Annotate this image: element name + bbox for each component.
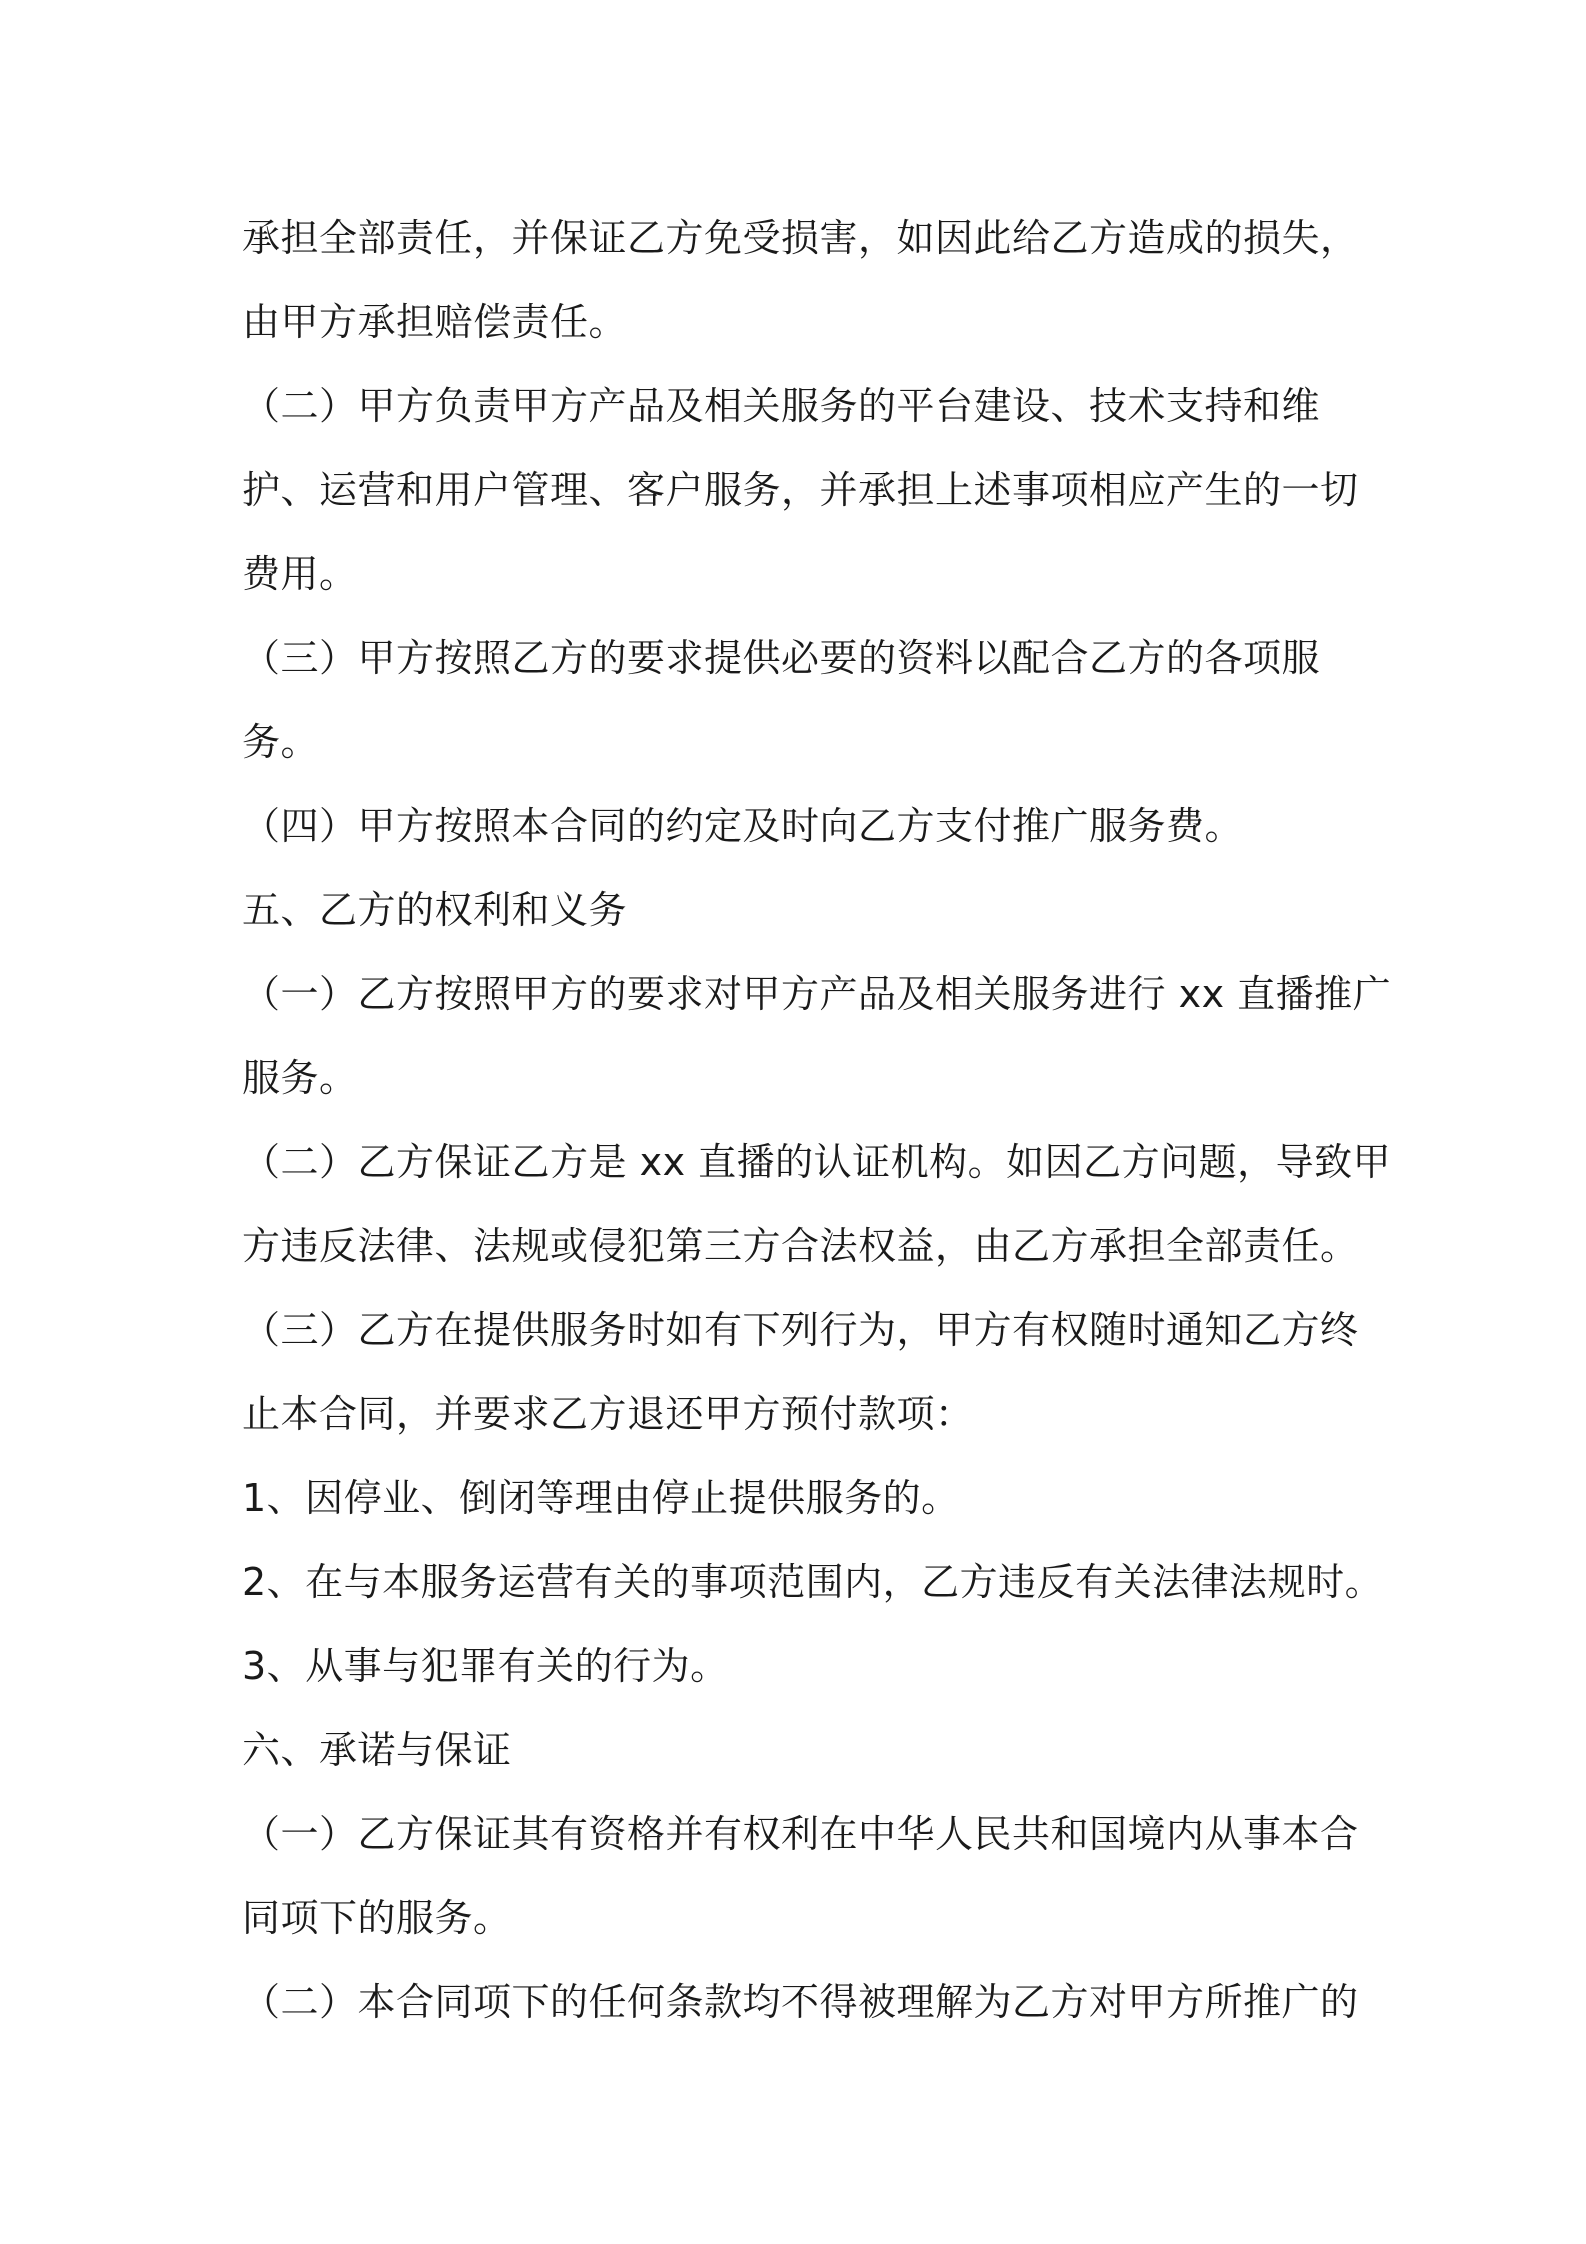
text-line: 费用。 [242, 552, 358, 596]
list-item: 1、因停业、倒闭等理由停止提供服务的。 [242, 1476, 960, 1520]
clause-text: （四）甲方按照本合同的约定及时向乙方支付推广服务费。 [242, 804, 1244, 848]
text-line: 方违反法律、法规或侵犯第三方合法权益，由乙方承担全部责任。 [242, 1224, 1359, 1268]
text-line: 护、运营和用户管理、客户服务，并承担上述事项相应产生的一切 [242, 468, 1359, 512]
clause-text: （二）本合同项下的任何条款均不得被理解为乙方对甲方所推广的 [242, 1980, 1359, 2024]
clause-text: （三）甲方按照乙方的要求提供必要的资料以配合乙方的各项服 [242, 636, 1321, 680]
text-line: 止本合同，并要求乙方退还甲方预付款项： [242, 1392, 974, 1436]
clause-text: （二）甲方负责甲方产品及相关服务的平台建设、技术支持和维 [242, 384, 1321, 428]
list-item: 2、在与本服务运营有关的事项范围内，乙方违反有关法律法规时。 [242, 1560, 1384, 1604]
document-body [242, 196, 1392, 2044]
clause-text: （一）乙方按照甲方的要求对甲方产品及相关服务进行 xx 直播推广 [242, 972, 1392, 1016]
text-line: 务。 [242, 720, 320, 764]
text-line: 承担全部责任，并保证乙方免受损害，如因此给乙方造成的损失， [242, 216, 1359, 260]
list-item: 3、从事与犯罪有关的行为。 [242, 1644, 729, 1688]
section-heading: 六、承诺与保证 [242, 1728, 512, 1772]
clause-text: （三）乙方在提供服务时如有下列行为，甲方有权随时通知乙方终 [242, 1308, 1359, 1352]
clause-text: （一）乙方保证其有资格并有权利在中华人民共和国境内从事本合 [242, 1812, 1359, 1856]
text-line: 服务。 [242, 1056, 358, 1100]
text-line: 由甲方承担赔偿责任。 [242, 300, 628, 344]
text-line: 同项下的服务。 [242, 1896, 512, 1940]
section-heading: 五、乙方的权利和义务 [242, 888, 628, 932]
clause-text: （二）乙方保证乙方是 xx 直播的认证机构。如因乙方问题，导致甲 [242, 1140, 1392, 1184]
